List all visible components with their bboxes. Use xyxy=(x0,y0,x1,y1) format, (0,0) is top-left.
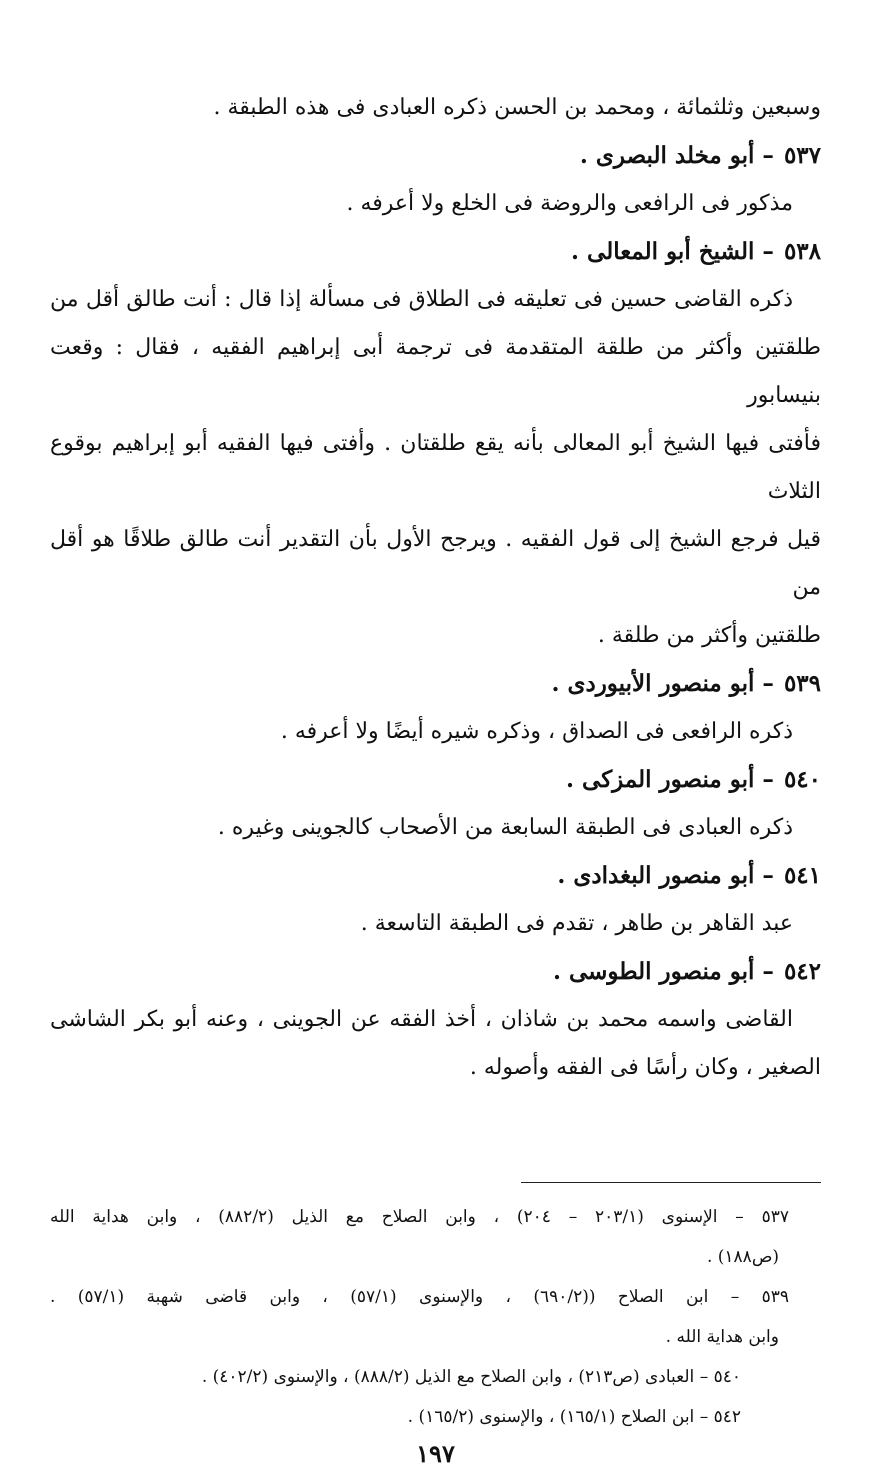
footnote-540: ٥٤٠ – العبادى (ص٢١٣) ، وابن الصلاح مع الذيل (٨٨٨/٢) ، والإسنوى (٤٠٢/٢) . xyxy=(201,1367,741,1387)
entry-text: القاضى واسمه محمد بن شاذان ، أخذ الفقه عن الجوينى ، وعنه أبو بكر الشاشى xyxy=(50,1007,793,1032)
footnote-537-continuation: (ص١٨٨) . xyxy=(706,1247,779,1267)
entry-heading-540 xyxy=(50,756,821,804)
entry-text: طلقتين وأكثر من طلقة . xyxy=(597,623,821,648)
intro-line: وسبعين وثلثمائة ، ومحمد بن الحسن ذكره العبادى فى هذه الطبقة . xyxy=(213,95,821,120)
entry-title: – أبو منصور المزكى . xyxy=(566,766,774,793)
entry-text: الصغير ، وكان رأسًا فى الفقه وأصوله . xyxy=(469,1055,821,1080)
entry-text: مذكور فى الرافعى والروضة فى الخلع ولا أعرفه . xyxy=(346,191,793,216)
entry-title: – أبو منصور الطوسى . xyxy=(552,958,774,985)
entry-text: قيل فرجع الشيخ إلى قول الفقيه . ويرجح الأول بأن التقدير أنت طالق طلاقًا هو أقل من xyxy=(50,527,821,600)
entry-text: ذكره العبادى فى الطبقة السابعة من الأصحاب كالجوينى وغيره . xyxy=(217,815,793,840)
entry-heading-542 xyxy=(50,948,821,996)
footnote-542: ٥٤٢ – ابن الصلاح (١٦٥/١) ، والإسنوى (١٦٥/٢) . xyxy=(407,1407,741,1427)
entry-heading-539 xyxy=(50,660,821,708)
entry-number: ٥٣٨ xyxy=(783,238,821,265)
entry-text: ذكره الرافعى فى الصداق ، وذكره شيره أيضًا ولا أعرفه . xyxy=(280,719,793,744)
entry-title: – أبو مخلد البصرى . xyxy=(579,142,774,169)
entry-heading-541 xyxy=(50,852,821,900)
entry-title: – الشيخ أبو المعالى . xyxy=(571,238,774,265)
footnote-divider xyxy=(521,1182,821,1183)
entry-heading-538 xyxy=(50,228,821,276)
entry-text: فأفتى فيها الشيخ أبو المعالى بأنه يقع طلقتان . وأفتى فيها الفقيه أبو إبراهيم بوقوع الثلاث xyxy=(50,431,821,504)
entry-heading-537 xyxy=(50,132,821,180)
entry-number: ٥٤٢ xyxy=(783,958,821,985)
footnote-539: ٥٣٩ – ابن الصلاح ((٦٩٠/٢) ، والإسنوى (٥٧/١) ، وابن قاضى شهبة (٥٧/١) . xyxy=(50,1287,789,1307)
entry-number: ٥٤٠ xyxy=(783,766,821,793)
footnote-539-continuation: وابن هداية الله . xyxy=(665,1327,779,1347)
entry-title: – أبو منصور الأبيوردى . xyxy=(551,670,774,697)
entry-text: ذكره القاضى حسين فى تعليقه فى الطلاق فى مسألة إذا قال : أنت طالق أقل من xyxy=(50,287,793,312)
entry-title: – أبو منصور البغدادى . xyxy=(557,862,774,889)
page-number: ١٩٧ xyxy=(416,1439,455,1468)
entry-number: ٥٤١ xyxy=(783,862,821,889)
entry-text: طلقتين وأكثر من طلقة المتقدمة فى ترجمة أبى إبراهيم الفقيه ، فقال : وقعت بنيسابور xyxy=(50,335,821,408)
footnote-537: ٥٣٧ – الإسنوى (٢٠٣/١ – ٢٠٤) ، وابن الصلاح مع الذيل (٨٨٢/٢) ، وابن هداية الله xyxy=(50,1207,789,1227)
entry-text: عبد القاهر بن طاهر ، تقدم فى الطبقة التاسعة . xyxy=(360,911,793,936)
entry-number: ٥٣٧ xyxy=(783,142,821,169)
entry-number: ٥٣٩ xyxy=(783,670,821,697)
